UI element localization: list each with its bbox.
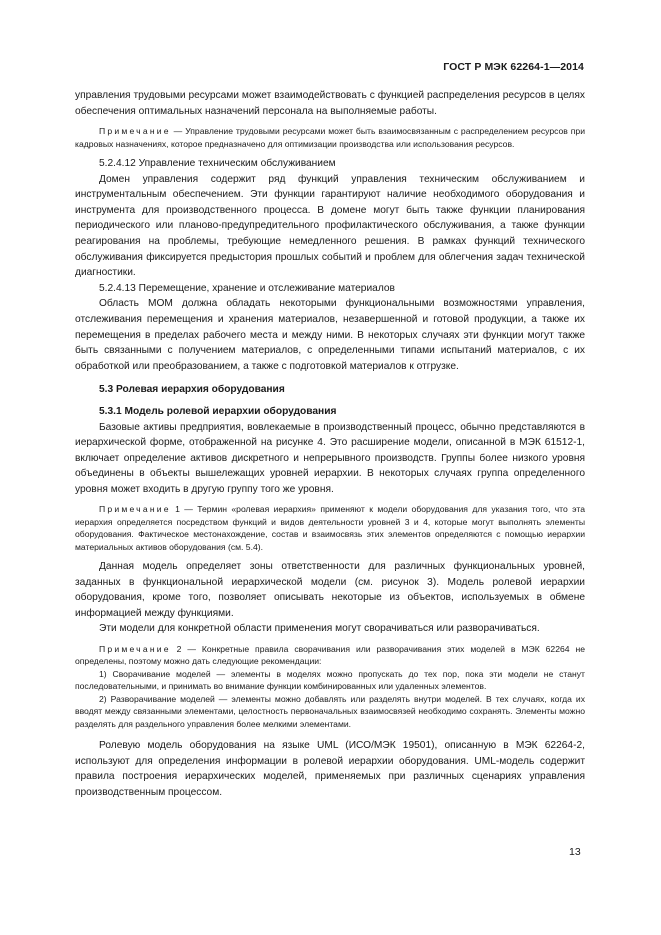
note <box>75 643 585 668</box>
section-heading: 5.2.4.13 Перемещение, хранение и отслеживание материалов <box>99 282 395 294</box>
paragraph: Домен управления содержит ряд функций управления техническим обслуживанием и инструментальным обеспечением. Эти функции гарантируют наличие необходимого оборудования и инструмента для производственного процесса. В домене могут быть также функции планирования периодического или планово-предупредительного профилактического обслуживания, а также функции реагирования на проблемы, требующие немедленного решения. В рамках функций технического обслуживания фиксируется предыстория прошлых событий и проблем для облегчения задач технической диагностики. <box>75 173 585 279</box>
paragraph: Базовые активы предприятия, вовлекаемые в производственный процесс, обычно представляются в иерархической форме, отображенной на рисунке 4. Это расширение модели, описанной в МЭК 61512-1, включает определение активов дискретного и непрерывного производств. Группы более низкого уровня объединены в объекты вышележащих уровней иерархии. В некоторых случаях группа определенного уровня может входить в другую группу того же уровня. <box>75 421 585 495</box>
note <box>75 125 585 150</box>
subsection-heading-bold: 5.3.1 Модель ролевой иерархии оборудования <box>99 405 337 417</box>
note-text: — Управление трудовыми ресурсами может быть взаимосвязанным с распределением ресурсов при кадровых назначениях, которое предназначено для оптимизации производства или использования ресурсов. <box>75 126 585 149</box>
note-label: Примечание <box>99 126 171 137</box>
paragraph: Эти модели для конкретной области применения могут сворачиваться или разворачиваться. <box>99 623 540 635</box>
note-item: 2) Разворачивание моделей — элементы можно добавлять или разделять внутри моделей. В тех случаях, когда их вводят между связанными элементами, целостность первоначальных взаимосвязей необходимо сохранять. Элементы можно разделять для раздельного управления более мелкими элементами. <box>75 693 585 729</box>
note-item: 1) Сворачивание моделей — элементы в моделях можно пропускать до тех пор, пока эти модели не станут последовательными, и принимать во внимание функции комбинированных или удаленных элементов. <box>75 668 585 692</box>
note <box>75 503 585 553</box>
note-label: Примечание <box>99 644 171 655</box>
paragraph: Данная модель определяет зоны ответственности для различных функциональных уровней, заданных в функциональной иерархической модели (см. рисунок 3). Модель ролевой иерархии оборудования, кроме того, позволяет описывать некоторые из объектов, используемых в обмене информацией между функциями. <box>75 561 585 619</box>
section-heading: 5.2.4.12 Управление техническим обслуживанием <box>99 158 336 169</box>
note-label: Примечание <box>99 504 171 515</box>
paragraph: управления трудовыми ресурсами может взаимодействовать с функцией распределения ресурсов в целях обеспечения оптимальных назначений персонала на выполняемые работы. <box>75 90 585 117</box>
paragraph: Ролевую модель оборудования на языке UML (ИСО/МЭК 19501), описанную в МЭК 62264-2, используют для определения информации в ролевой иерархии оборудования. UML-модель содержит правила построения иерархических моделей, применяемых при различных сценариях управления производственным процессом. <box>75 739 585 798</box>
standard-code-header: ГОСТ Р МЭК 62264-1—2014 <box>443 61 584 73</box>
note-text: 1 — Термин «ролевая иерархия» применяют к модели оборудования для указания того, что эта иерархия определяется посредством функций и видов деятельности уровней 3 и 4, которые могут выполнять элементы оборудования. Фактическое местонахождение, состав и взаимосвязь этих элементов определяются с помощью иерархии материальных активов оборудования (см. 5.4). <box>75 504 585 552</box>
paragraph: Область МОМ должна обладать некоторыми функциональными возможностями управления, отслеживания перемещения и хранения материалов, незавершенной и готовой продукции, а также их перемещения в пределах рабочего места и между ними. В некоторых случаях эти функции могут также быть связанными с получением материалов, с определенными типами испытаний материалов, с их обработкой или преобразованием, а также с подготовкой материалов к отгрузке. <box>75 298 585 372</box>
page-content <box>75 88 585 800</box>
page-number: 13 <box>569 846 581 858</box>
section-heading-bold: 5.3 Ролевая иерархия оборудования <box>99 384 285 396</box>
note-text: 2 — Конкретные правила сворачивания или разворачивания этих моделей в МЭК 62264 не определены, поэтому можно дать следующие рекомендации: <box>75 644 585 667</box>
